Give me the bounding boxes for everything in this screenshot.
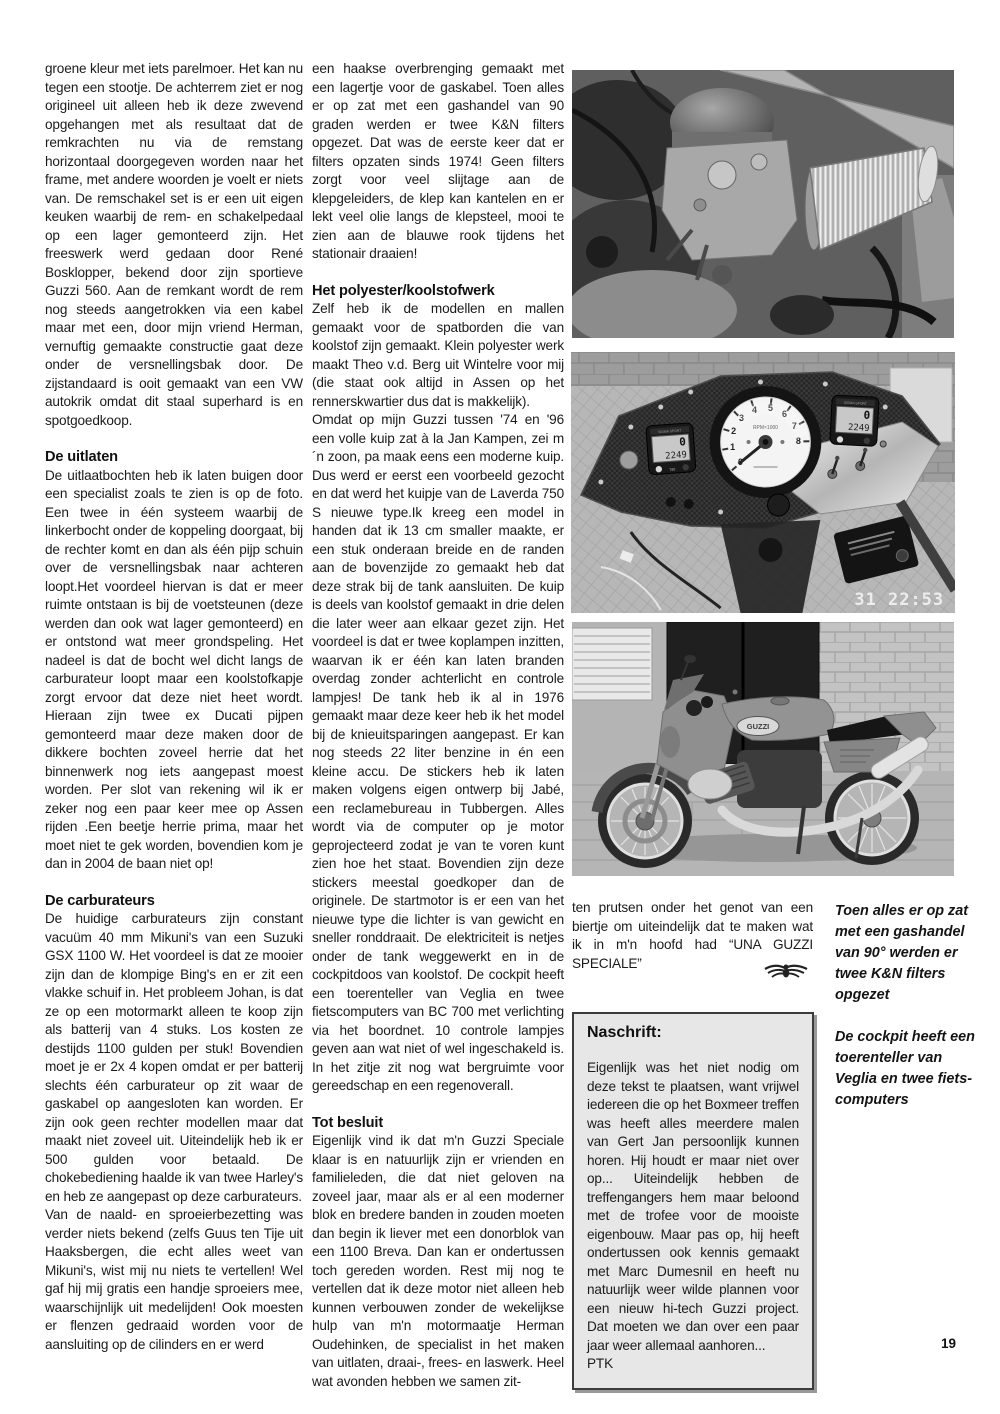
article-column-1 <box>45 60 303 1354</box>
camera-timestamp: 31 22:53 <box>854 589 945 611</box>
photo-cockpit-dashboard <box>571 352 955 613</box>
svg-text:790: 790 <box>669 467 676 472</box>
svg-text:7: 7 <box>791 420 797 432</box>
paragraph: Omdat op mijn Guzzi tussen '74 en '96 een volle kuip zat à la Jan Kampen, zei m´n zoon, pa maak eens een moderne kuip. Dus werd er eerst een voorbeeld gezocht en dat werd het kuipje van de Laverda 750 S nieuwe type.Ik kreeg een model in handen dat ik 13 cm smaller maakte, er een stuk onderaan breide en de randen aan de bovenzijde zo gemaakt heb dat deze strak bij de tank aansluiten. De kuip is deels van koolstof gemaakt in drie delen die later weer aan elkaar gezet zijn. Het voordeel is dat er twee koplampen inzitten, waarvan ik er één kan laten branden overdag zonder achterlicht en controle lampjes! De tank heb ik al in 1976 gemaakt maar deze keer heb ik het model bij de knieuitsparingen aangepast. Er kan nog steeds 22 liter benzine in én een kleine accu. De stickers heb ik laten maken volgens eigen ontwerp bij Jabé, een reclamebureau in Tubbergen. Alles wordt via de computer op je motor geprojecteerd zodat je van te voren kunt zien hoe het staat. Bovendien zijn deze stickers meestal goedkoper dan de originele. De startmotor is er een van het nieuwe type die lichter is van gewicht en sneller ronddraait. De elektriciteit is netjes onder de tank weggewerkt en in de cockpitdoos van koolstof. De cockpit heeft een toerenteller van Veglia en twee fietscomputers van BC 700 met verlichting via het boordnet. 10 controle lampjes geven aan wat niet of wel ingeschakeld is. In het zitje zit nog wat bergruimte voor gereedschap en een regenoverall. <box>312 412 564 1093</box>
svg-text:0: 0 <box>678 435 687 449</box>
svg-text:6: 6 <box>781 408 787 420</box>
article-column-2 <box>312 60 564 1391</box>
paragraph: Zelf heb ik de modellen en mallen gemaakt voor de spatborden die van koolstof zijn gemaakt. Klein polyester werk maakt Theo v.d. Berg uit Wintelre voor mij (die staat ook altijd in Assen op het rennerskwartier dus dat is makkelijk). <box>312 301 564 409</box>
tachometer <box>710 386 822 498</box>
svg-text:0: 0 <box>863 408 871 423</box>
guzzi-tank-logo <box>737 717 779 736</box>
paragraph: groene kleur met iets parelmoer. Het kan nu tegen een stootje. De achterrem ziet er nog origineel uit alleen heb ik deze zwevend opgehangen met als resultaat dat de remkrachten nu via de remstang horizontaal doorgegeven worden naar het frame, met andere woorden je voelt er niets van. De remschakel set is er een uit eigen keuken waarbij de rem- en schakelpedaal op een lager gemonteerd zijn. Het freeswerk werd gedaan door René Bosklopper, bekend door zijn sportieve Guzzi 560. Aan de remkant wordt de rem nog steeds aangetrokken via een kabel maar met een, door mijn vriend Herman, vernuftig gemaakte constructie gaat deze onder de versnellingsbak door. De zijstandaard is ooit gemaakt van een VW autokrik omdat dit staal superhard is en spotgoedkoop. <box>45 61 304 428</box>
section-heading-carburateurs: De carburateurs <box>45 892 155 909</box>
tachometer-label: RPM×1000 <box>752 424 779 432</box>
svg-text:SIGMA SPORT: SIGMA SPORT <box>843 400 868 406</box>
paragraph: De uitlaatbochten heb ik laten buigen door een specialist zoals te zien is op de foto. Een twee in één systeem waarbij de linkerbocht onder de koppeling doorgaat, bij de rechter komt en dan als één pijp schuin over de versnellingsbak naar achteren loopt.Het voordeel hiervan is dat er meer ruimte ontstaan is bij de voetsteunen (deze werden dan ook wat lager gemonteerd) en er ontstond wat meer grondspeling. Het nadeel is dat de bocht wel dicht langs de carburateur loopt maar een koolstofkapje zorgt ervoor dat deze niet heet wordt. Hieraan zijn twee ex Ducati pijpen gemonteerd maar deze maken door de dikkere bochten zoveel herrie dat het binnenwerk nog iets aangepast moest worden. Per slot van rekening wil ik er zeker nog een paar keer mee op Assen rijden .Een beetje herrie prima, maar het moet niet te gek worden, bovendien kom je dan in 2004 de baan niet op! <box>45 467 303 871</box>
paragraph: ten prutsen onder het genot van een biertje om uiteindelijk dat te maken wat ik in m'n hoofd had “UNA GUZZI SPECIALE” <box>572 900 813 971</box>
naschrift-signature: PTK <box>587 1356 613 1371</box>
section-heading-uitlaten: De uitlaten <box>45 449 118 465</box>
svg-text:GUZZI: GUZZI <box>746 722 770 731</box>
paragraph: Van de naald- en sproeierbezetting was verder niets bekend (zelfs Guus ten Tije uit Haaksbergen, die echt alles weet van Mikuni's, wist mij nu niets te vertellen! Wel gaf hij mij gratis een handje sproeiers mee, waarschijnlijk uit medelijden! Ook moesten er flenzen gedraaid worden voor de aansluiting op de cilinders en er werd <box>45 1207 303 1352</box>
naschrift-title: Naschrift: <box>587 1024 662 1041</box>
margin-note: De cockpit heeft een toerenteller van Veglia en twee fietscomputers <box>835 1029 975 1108</box>
svg-text:1: 1 <box>730 441 736 453</box>
naschrift-body: Eigenlijk was het niet nodig om deze tekst te plaatsen, want vrijwel iedereen die op het Boxmeer treffen was heeft alles meerdere malen van Gert Jan persoonlijk kunnen horen. Hij houdt er maar niet over op... Uiteindelijk hebben de treffengangers hem maar beloond met de trofee voor de mooiste eigenbouw. Maar pas op, hij heeft ondertussen ook kennis gemaakt met Marc Dumesnil en heeft nu natuurlijk weer wilde plannen voor een nieuw hi-tech Guzzi project. Dat moeten we dan over een paar jaar weer allemaal aanhoren... <box>587 1060 799 1353</box>
section-heading-koolstofwerk: Het polyester/koolstofwerk <box>312 282 495 299</box>
svg-text:2: 2 <box>731 425 737 437</box>
paragraph: De huidige carburateurs zijn constant vacuüm 40 mm Mikuni's van een Suzuki GSX 1100 W. Het voordeel is dat ze mooier zijn dan de klompige Bing's en er zit een vlakke schuif in. Het probleem Johan, is dat ze op een motormarkt alleen te koop zijn als batterij van 4 stuks. Los kosten ze destijds 1100 gulden per stuk! Bovendien moet je er 2x 4 kopen omdat er per batterij slechts één carburateur op zit waar de gaskabel op aangesloten kan worden. Er zijn ook geen rechter modellen maar dat maakt niet zoveel uit. Uiteindelijk heb ik er 500 gulden voor betaald. De chokebediening haalde ik van twee Harley's en heb ze aangepast op deze carburateurs. <box>45 911 303 1204</box>
margin-notes <box>835 901 985 1132</box>
margin-note: Toen alles er op zat met een gashandel van 90° werden er twee K&N filters opgezet <box>835 903 969 1003</box>
svg-text:4: 4 <box>752 404 758 416</box>
valve-cover <box>688 769 732 799</box>
naschrift-box <box>572 1012 814 1390</box>
page-number: 19 <box>940 1336 956 1351</box>
photo-carburetor-kn-filter <box>572 70 954 338</box>
svg-text:2249: 2249 <box>664 450 688 462</box>
paragraph: Eigenlijk vind ik dat m'n Guzzi Speciale klaar is en natuurlijk zijn er vrienden en familieleden, die dat niet geloven na zoveel jaar, maar als er al een moderner blok en bredere banden in zouden moeten dan begin ik liever met een donorblok van een 1100 Breva. Dan kan er ondertussen toch gereden worden. Rest mij nog te vertellen dat ik deze motor niet alleen heb kunnen verbouwen zonder de wekelijkse hulp van m'n motormaatje Herman Oudehinken, de specialist in het maken van uitlaten, draai-, frees- en laswerk. Heel wat avonden hebben we samen zit- <box>312 1133 564 1389</box>
photo-guzzi-motorcycle <box>572 622 954 876</box>
paragraph: een haakse overbrenging gemaakt met een lagertje voor de gaskabel. Toen alles er op zat met een gashandel van 90 graden werden er twee K&N filters opgezet. Dat was de eerste keer dat er filters opzaten sinds 1974! Geen filters zorgt voor veel slijtage aan de klepgeleiders, de klep kan kantelen en er lekt veel olie langs de klepsteel, mooi te zien aan de blauwe rook tijdens het stationair draaien! <box>312 61 564 261</box>
ignition-lock <box>767 494 789 516</box>
svg-text:3: 3 <box>739 412 745 424</box>
window-shutter <box>572 628 652 700</box>
section-heading-tot-besluit: Tot besluit <box>312 1114 384 1131</box>
svg-text:SIGMA SPORT: SIGMA SPORT <box>657 428 682 435</box>
svg-text:2249: 2249 <box>847 422 870 434</box>
bike-computer-right <box>830 395 879 446</box>
svg-text:8: 8 <box>795 435 801 447</box>
moto-guzzi-eagle-icon <box>763 960 809 984</box>
bike-computer-left <box>646 423 696 475</box>
svg-text:5: 5 <box>767 402 773 414</box>
